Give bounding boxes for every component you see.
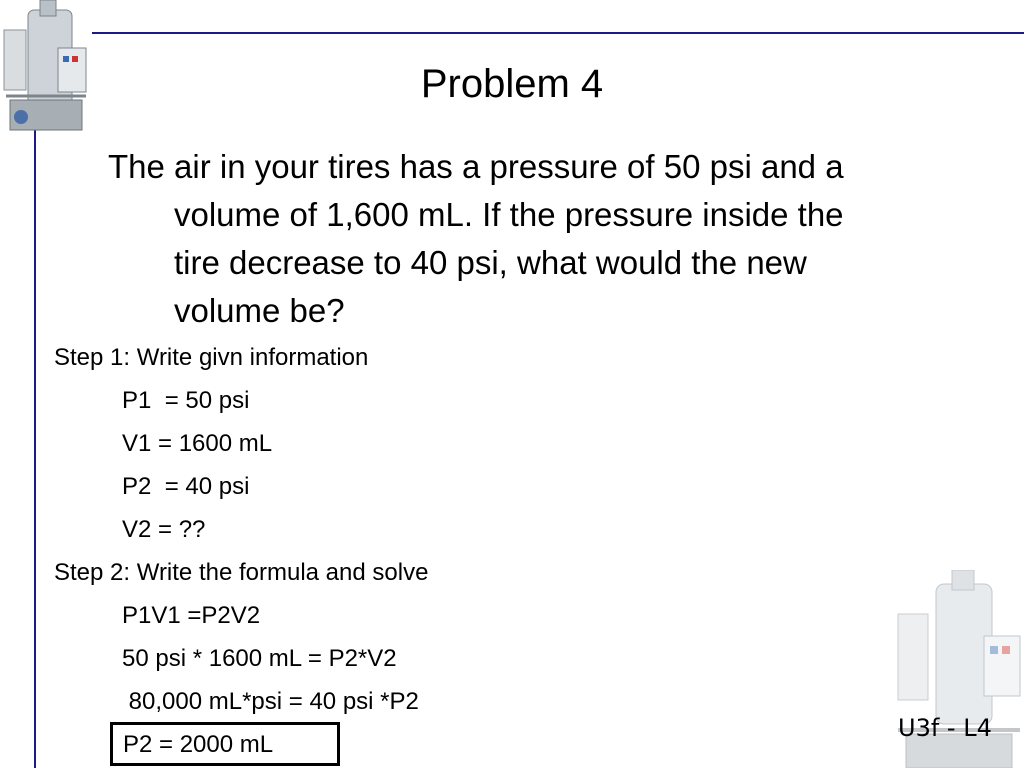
top-divider-line (92, 32, 1024, 34)
answer-text: P2 = 2000 mL (123, 731, 274, 758)
step1-heading: Step 1: Write givn information (54, 344, 369, 371)
slide-title: Problem 4 (420, 62, 604, 106)
step2-item: P1V1 =P2V2 (122, 602, 261, 629)
step1-item: P1 = 50 psi (122, 387, 250, 414)
answer-box (110, 722, 340, 766)
step2-heading: Step 2: Write the formula and solve (54, 559, 429, 586)
problem-line: volume of 1,600 mL. If the pressure inside the (174, 196, 844, 233)
left-divider-line (34, 120, 36, 768)
step1-item: V1 = 1600 mL (122, 430, 273, 457)
problem-line: The air in your tires has a pressure of 50 psi and a (108, 148, 844, 185)
problem-statement (108, 143, 1008, 335)
slide-footer-label: U3f - L4 (898, 714, 992, 742)
step1-item: P2 = 40 psi (122, 473, 250, 500)
problem-line: tire decrease to 40 psi, what would the new (174, 244, 807, 281)
step2-item: 50 psi * 1600 mL = P2*V2 (122, 645, 397, 672)
step1-item: V2 = ?? (122, 516, 206, 543)
problem-line: volume be? (174, 292, 345, 329)
step2-item: 80,000 mL*psi = 40 psi *P2 (122, 688, 419, 715)
